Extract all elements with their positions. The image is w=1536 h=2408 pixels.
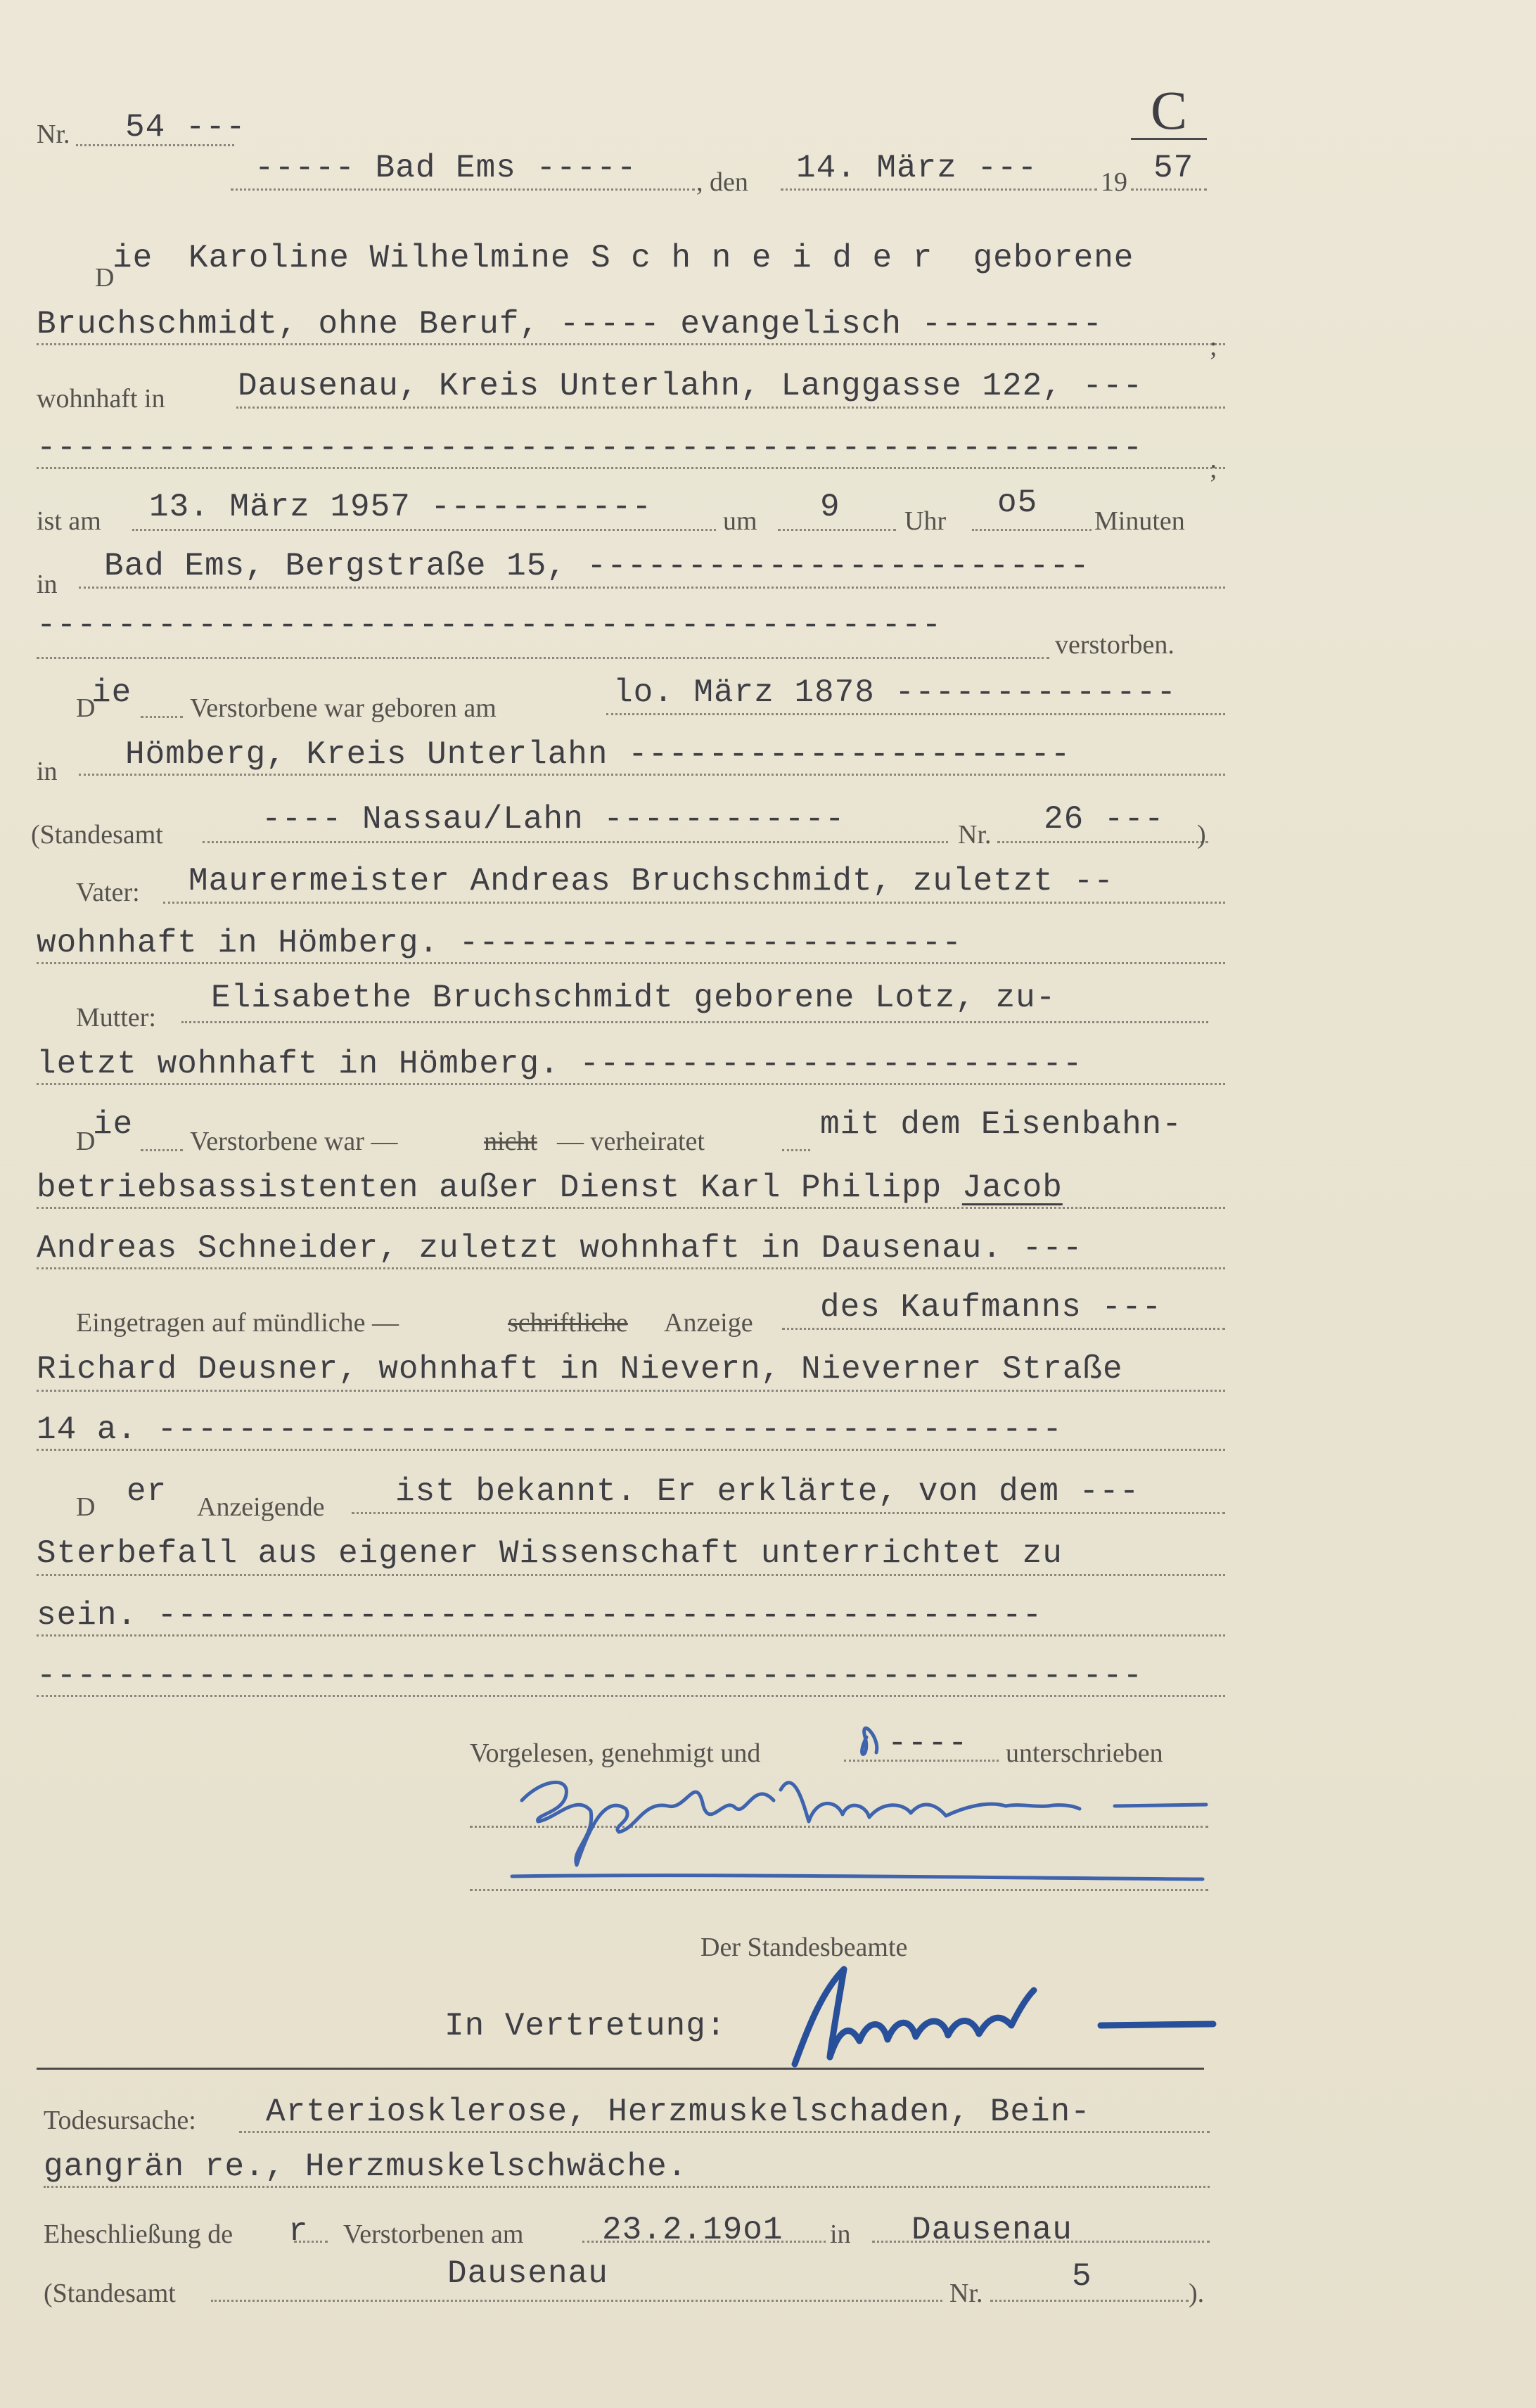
birth-registry-number: 26 --- [1044, 801, 1165, 838]
vater-label: Vater: [76, 878, 140, 907]
statement-line-4: ------------------------------------------------------- [37, 1658, 1144, 1694]
deceased-name-line: Karoline Wilhelmine S c h n e i d e r geborene [188, 240, 1134, 276]
nr-label: Nr. [958, 820, 992, 850]
line-end: ; [1210, 332, 1217, 361]
year-prefix: 19 [1101, 167, 1127, 197]
mutter-label: Mutter: [76, 1003, 156, 1032]
register-letter: C [1151, 79, 1189, 141]
record-date: 14. März --- [796, 150, 1038, 186]
d-prefix: D [76, 1492, 96, 1522]
record-place: ----- Bad Ems ----- [255, 150, 637, 186]
reporter-line-2: Richard Deusner, wohnhaft in Nievern, Nieverner Straße [37, 1351, 1123, 1388]
reporter-line-3: 14 a. --------------------------------------------- [37, 1411, 1063, 1448]
spouse-occupation: betriebsassistenten außer Dienst Karl Philipp [37, 1170, 962, 1206]
uhr-label: Uhr [904, 506, 947, 536]
marital-label-b: — verheiratet [557, 1127, 705, 1156]
year-suffix: 57 [1153, 150, 1194, 186]
d-suffix: ie [93, 1106, 134, 1143]
wohnhaft-label: wohnhaft in [37, 384, 165, 414]
close-paren: ). [1189, 2279, 1205, 2308]
d-prefix: D [76, 1127, 96, 1156]
cause-label: Todesursache: [44, 2106, 196, 2135]
statement-line-2: Sterbefall aus eigener Wissenschaft unterrichtet zu [37, 1535, 1063, 1572]
register-number: 54 --- [125, 109, 246, 146]
wedding-registry-number: 5 [1072, 2258, 1092, 2295]
nr-label: Nr. [37, 120, 70, 149]
divider [37, 2068, 1204, 2070]
in-vertretung: In Vertretung: [444, 2008, 727, 2044]
spouse-line-3: Andreas Schneider, zuletzt wohnhaft in Dausenau. --- [37, 1230, 1083, 1267]
d-prefix: D [95, 263, 115, 293]
standesbeamte-label: Der Standesbeamte [700, 1933, 908, 1962]
vorgelesen-label-b: unterschrieben [1006, 1738, 1163, 1768]
standesamt-label: (Standesamt [44, 2279, 176, 2308]
death-hour: 9 [820, 489, 840, 525]
wedding-label-b: Verstorbenen am [343, 2220, 524, 2249]
d-prefix: D [76, 693, 96, 723]
death-place: Bad Ems, Bergstraße 15, ------------------------- [104, 548, 1090, 584]
line-end: ; [1210, 454, 1217, 484]
death-minutes: o5 [997, 485, 1038, 521]
minuten-label: Minuten [1094, 506, 1185, 536]
in-label: in [37, 757, 58, 786]
wedding-label-a: Eheschließung de [44, 2220, 233, 2249]
vorgelesen-dash: ---- [888, 1725, 968, 1762]
verstorben-label: verstorben. [1055, 630, 1175, 660]
father-line-1: Maurermeister Andreas Bruchschmidt, zuletzt -- [188, 863, 1114, 899]
d-suffix: ie [91, 674, 132, 711]
dotted-rule [239, 2131, 1210, 2133]
marital-label-a: Verstorbene war — [190, 1127, 398, 1156]
d-suffix: er [127, 1473, 167, 1510]
dotted-rule [582, 2241, 826, 2243]
in-label: in [830, 2220, 851, 2249]
wedding-place: Dausenau [911, 2212, 1073, 2248]
dotted-rule [294, 2241, 328, 2243]
wedding-registry: Dausenau [447, 2255, 608, 2292]
residence: Dausenau, Kreis Unterlahn, Langgasse 122, --- [238, 368, 1144, 404]
birth-registry: ---- Nassau/Lahn ------------ [262, 801, 845, 838]
filler-dashes: ------------------------------------------------------- [37, 430, 1144, 466]
dotted-rule [211, 2300, 942, 2302]
dotted-rule [44, 2186, 1210, 2188]
vorgelesen-label-a: Vorgelesen, genehmigt und [470, 1738, 761, 1768]
d-suffix: ie [113, 240, 153, 276]
nr-label: Nr. [949, 2279, 983, 2308]
dotted-rule [872, 2241, 1210, 2243]
mother-line-2: letzt wohnhaft in Hömberg. ------------------------- [37, 1046, 1083, 1082]
in-label: in [37, 570, 58, 599]
deceased-line-2: Bruchschmidt, ohne Beruf, ----- evangelisch --------- [37, 306, 1103, 342]
struck-schriftliche: schriftliche [508, 1308, 628, 1338]
um-label: um [723, 506, 757, 536]
report-label-a: Eingetragen auf mündliche — [76, 1308, 399, 1338]
birth-label: Verstorbene war geboren am [190, 693, 497, 723]
standesamt-label: (Standesamt [31, 820, 163, 850]
father-line-2: wohnhaft in Hömberg. ------------------------- [37, 925, 962, 961]
ist-am-label: ist am [37, 506, 101, 536]
mother-line-1: Elisabethe Bruchschmidt geborene Lotz, zu- [211, 980, 1056, 1016]
death-place-line-2: --------------------------------------------- [37, 607, 942, 643]
dotted-rule [990, 2300, 1189, 2302]
reporter-line-1: des Kaufmanns --- [820, 1289, 1163, 1326]
wedding-date: 23.2.19o1 [602, 2212, 783, 2248]
statement-line-1: ist bekannt. Er erklärte, von dem --- [395, 1473, 1140, 1510]
birth-place: Hömberg, Kreis Unterlahn ---------------------- [125, 736, 1071, 773]
registrar-signature [795, 1969, 1213, 2064]
birth-date: lo. März 1878 -------------- [613, 674, 1177, 711]
wedding-label-r: r [288, 2213, 309, 2250]
spouse-underlined-name: Jacob [961, 1170, 1063, 1206]
cause-line-1: Arteriosklerose, Herzmuskelschaden, Bein- [266, 2094, 1091, 2130]
den-label: , den [696, 167, 748, 197]
struck-nicht: nicht [484, 1127, 537, 1156]
spouse-line-1: mit dem Eisenbahn- [820, 1106, 1182, 1143]
anzeigende-label: Anzeigende [197, 1492, 325, 1522]
close-paren: ) [1197, 820, 1206, 850]
death-date: 13. März 1957 ----------- [149, 489, 653, 525]
report-label-b: Anzeige [664, 1308, 753, 1338]
cause-line-2: gangrän re., Herzmuskelschwäche. [44, 2148, 688, 2185]
statement-line-3: sein. -------------------------------------------- [37, 1597, 1043, 1634]
